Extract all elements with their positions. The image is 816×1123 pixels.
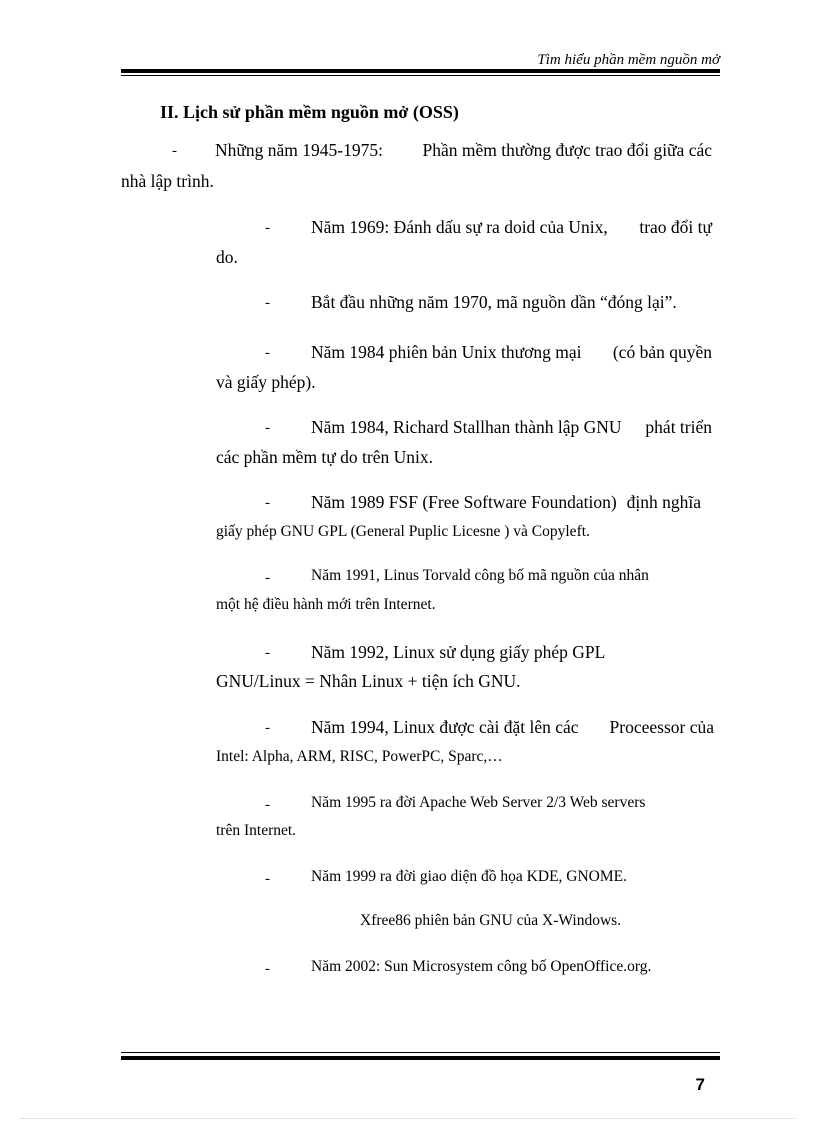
event-1992-line-1: Năm 1992, Linux sử dụng giấy phép GPL bbox=[311, 642, 606, 662]
event-1969-line-1 bbox=[311, 217, 712, 238]
text-span: Năm 1984, Richard Stallhan thành lập GNU bbox=[311, 417, 622, 437]
event-1995-line-1: Năm 1995 ra đời Apache Web Server 2/3 Web servers bbox=[311, 794, 646, 811]
event-1989-line-1 bbox=[311, 492, 701, 513]
event-1992-line-2: GNU/Linux = Nhân Linux + tiện ích GNU. bbox=[216, 671, 521, 691]
bullet-dash: - bbox=[265, 420, 270, 436]
text-span: phát triển bbox=[645, 417, 712, 437]
bullet-dash: - bbox=[265, 797, 270, 813]
event-1994-line-1 bbox=[311, 717, 714, 738]
event-1969-line-2: do. bbox=[216, 247, 238, 267]
header-rule-thin bbox=[121, 75, 720, 76]
section-heading: II. Lịch sử phần mềm nguồn mở (OSS) bbox=[160, 102, 459, 122]
event-xfree86-line-1: Xfree86 phiên bản GNU của X-Windows. bbox=[360, 912, 622, 929]
text-span: trao đổi tự bbox=[639, 217, 712, 237]
bullet-dash: - bbox=[265, 961, 270, 977]
page-number: 7 bbox=[695, 1075, 705, 1094]
bullet-dash: - bbox=[265, 345, 270, 361]
page-bottom-dotted-border bbox=[20, 1118, 796, 1119]
bullet-dash: - bbox=[265, 495, 270, 511]
running-header-title: Tìm hiểu phần mềm nguồn mở bbox=[537, 52, 720, 68]
text-span: Năm 1969: Đánh dấu sự ra doid của Unix, bbox=[311, 217, 608, 237]
bullet-dash: - bbox=[265, 295, 270, 311]
text-span: Những năm 1945-1975: bbox=[215, 140, 383, 160]
text-span: (có bản quyền bbox=[612, 342, 712, 362]
event-1984-gnu-line-1 bbox=[311, 417, 712, 438]
text-span: định nghĩa bbox=[626, 492, 701, 512]
bullet-dash: - bbox=[265, 220, 270, 236]
bullet-dash: - bbox=[265, 645, 270, 661]
text-span: Năm 1994, Linux được cài đặt lên các bbox=[311, 717, 579, 737]
event-2002-line-1: Năm 2002: Sun Microsystem công bố OpenOffice.org. bbox=[311, 958, 652, 975]
bullet-dash: - bbox=[265, 570, 270, 586]
bullet-dash: - bbox=[265, 720, 270, 736]
bullet-dash: - bbox=[172, 143, 177, 159]
event-1991-line-2: một hệ điều hành mới trên Internet. bbox=[216, 596, 436, 613]
event-1984-line-2: và giấy phép). bbox=[216, 372, 316, 392]
header-rule-thick bbox=[121, 69, 720, 73]
intro-line-1 bbox=[215, 140, 712, 161]
bullet-dash: - bbox=[265, 871, 270, 887]
intro-line-2: nhà lập trình. bbox=[121, 171, 214, 191]
event-1999-line-1: Năm 1999 ra đời giao diện đồ họa KDE, GNOME. bbox=[311, 868, 627, 885]
event-1991-line-1: Năm 1991, Linus Torvald công bố mã nguồn của nhân bbox=[311, 567, 649, 584]
text-span: Năm 1984 phiên bản Unix thương mại bbox=[311, 342, 582, 362]
event-1984-gnu-line-2: các phần mềm tự do trên Unix. bbox=[216, 447, 433, 467]
event-1984-line-1 bbox=[311, 342, 712, 363]
text-span: Phần mềm thường được trao đổi giữa các bbox=[422, 140, 712, 160]
text-span: Proceessor của bbox=[609, 717, 714, 737]
footer-rule-thick bbox=[121, 1056, 720, 1060]
event-1970-line-1: Bắt đầu những năm 1970, mã nguồn dần “đóng lại”. bbox=[311, 292, 677, 312]
event-1989-line-2: giấy phép GNU GPL (General Puplic Licesne ) và Copyleft. bbox=[216, 523, 590, 540]
text-span: Năm 1989 FSF (Free Software Foundation) bbox=[311, 492, 617, 512]
footer-rule-thin bbox=[121, 1052, 720, 1053]
event-1995-line-2: trên Internet. bbox=[216, 822, 297, 839]
event-1994-line-2: Intel: Alpha, ARM, RISC, PowerPC, Sparc,… bbox=[216, 748, 503, 765]
